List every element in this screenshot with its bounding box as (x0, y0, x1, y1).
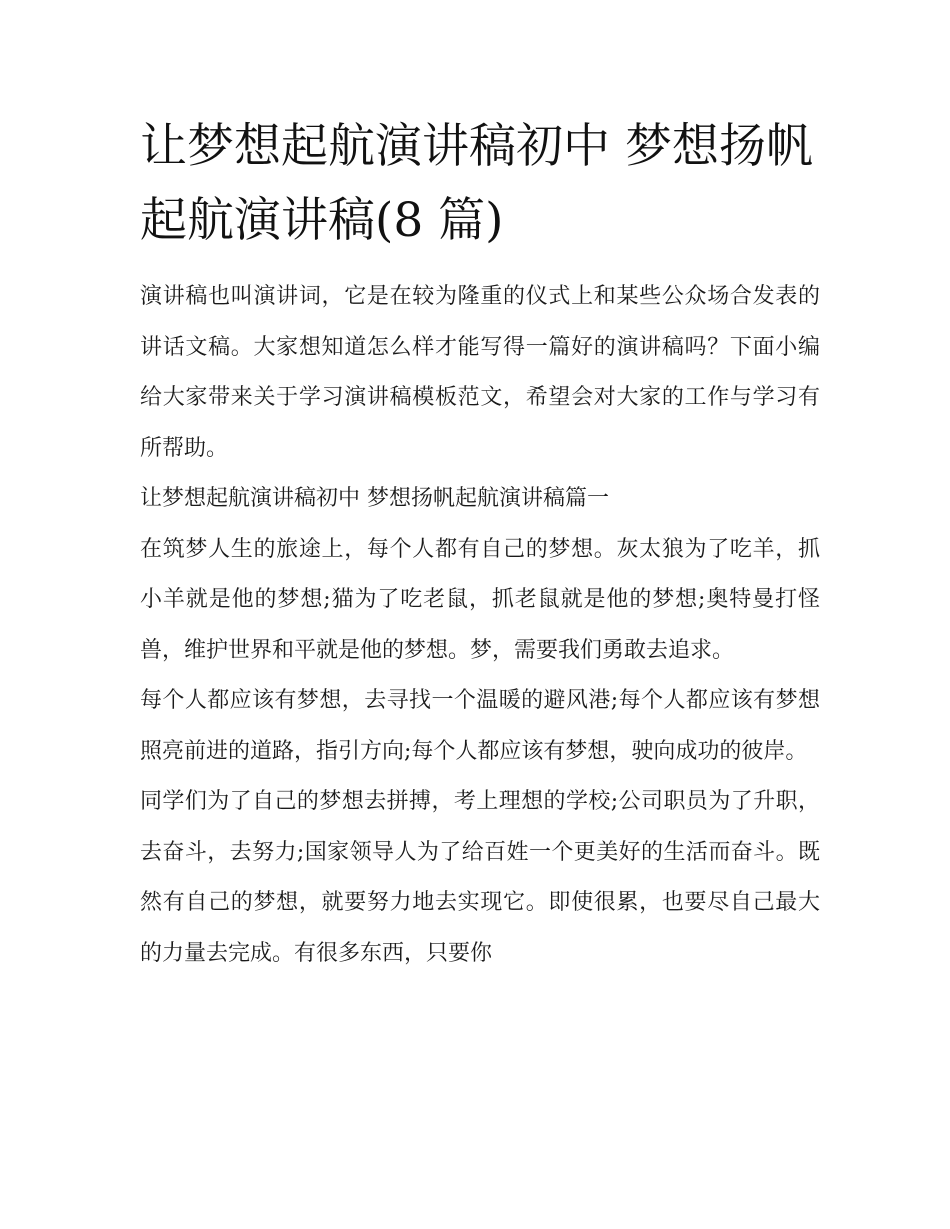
document-body (140, 272, 820, 979)
body-paragraph: 同学们为了自己的梦想去拼搏，考上理想的学校;公司职员为了升职，去奋斗，去努力;国家领导人为了给百姓一个更美好的生活而奋斗。既然有自己的梦想，就要努力地去实现它。即使很累，也要尽自己最大的力量去完成。有很多东西，只要你 (140, 789, 820, 966)
intro-paragraph: 演讲稿也叫演讲词，它是在较为隆重的仪式上和某些公众场合发表的讲话文稿。大家想知道怎么样才能写得一篇好的演讲稿吗？下面小编给大家带来关于学习演讲稿模板范文，希望会对大家的工作与学习有所帮助。 (140, 284, 820, 461)
section-heading: 让梦想起航演讲稿初中 梦想扬帆起航演讲稿篇一 (140, 486, 609, 511)
body-paragraph: 每个人都应该有梦想，去寻找一个温暖的避风港;每个人都应该有梦想照亮前进的道路，指引方向;每个人都应该有梦想，驶向成功的彼岸。 (140, 688, 820, 764)
document-title: 让梦想起航演讲稿初中 梦想扬帆起航演讲稿(8 篇) (140, 119, 813, 248)
body-paragraph: 在筑梦人生的旅途上，每个人都有自己的梦想。灰太狼为了吃羊，抓小羊就是他的梦想;猫为了吃老鼠，抓老鼠就是他的梦想;奥特曼打怪兽，维护世界和平就是他的梦想。梦，需要我们勇敢去追求。 (140, 536, 820, 663)
